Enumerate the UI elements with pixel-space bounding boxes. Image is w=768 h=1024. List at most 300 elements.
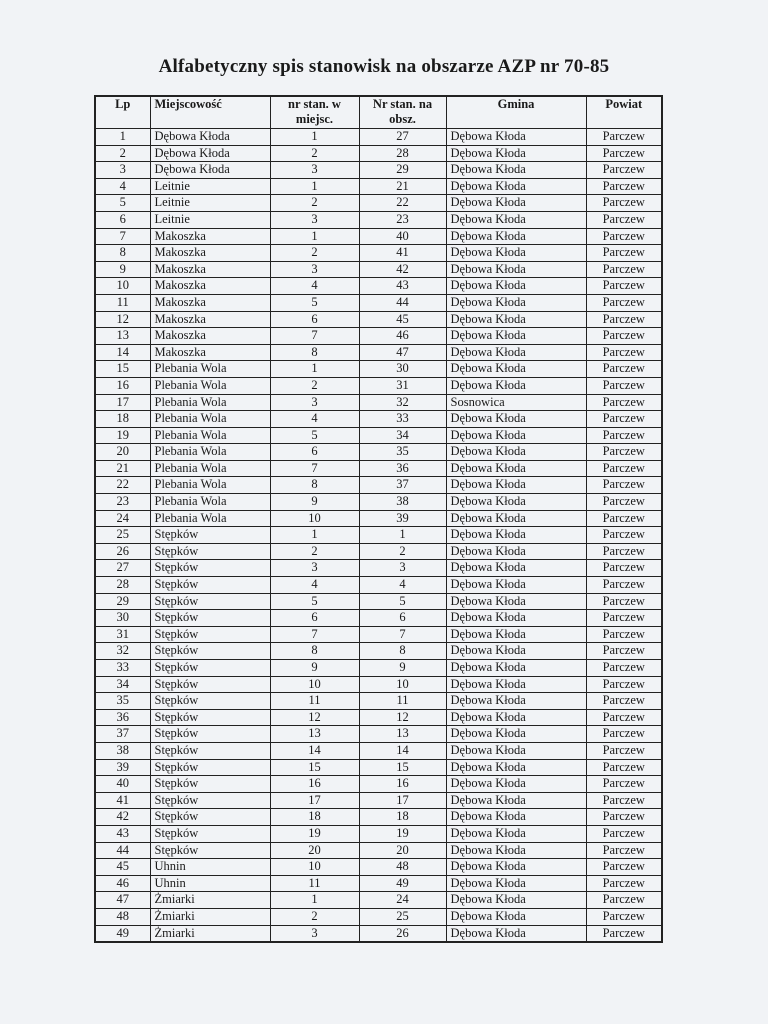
cell-nr-stan-miejsc: 12: [270, 709, 359, 726]
table-row: [95, 494, 662, 511]
cell-gmina: Dębowa Kłoda: [446, 543, 586, 560]
cell-miejscowosc: Uhnin: [150, 859, 270, 876]
cell-nr-stan-obsz: 25: [359, 908, 446, 925]
table-row: [95, 444, 662, 461]
cell-nr-stan-miejsc: 2: [270, 245, 359, 262]
cell-gmina: Dębowa Kłoda: [446, 510, 586, 527]
cell-miejscowosc: Stępków: [150, 626, 270, 643]
table-row: [95, 129, 662, 146]
cell-nr-stan-miejsc: 20: [270, 842, 359, 859]
header-powiat: Powiat: [586, 96, 662, 129]
cell-gmina: Dębowa Kłoda: [446, 427, 586, 444]
cell-nr-stan-miejsc: 1: [270, 361, 359, 378]
cell-lp: 21: [95, 460, 150, 477]
table-body: [95, 129, 662, 943]
cell-powiat: Parczew: [586, 825, 662, 842]
cell-gmina: Dębowa Kłoda: [446, 444, 586, 461]
cell-nr-stan-obsz: 6: [359, 610, 446, 627]
cell-lp: 4: [95, 178, 150, 195]
cell-gmina: Dębowa Kłoda: [446, 195, 586, 212]
cell-powiat: Parczew: [586, 577, 662, 594]
cell-nr-stan-miejsc: 19: [270, 825, 359, 842]
cell-nr-stan-miejsc: 11: [270, 693, 359, 710]
cell-gmina: Dębowa Kłoda: [446, 759, 586, 776]
cell-powiat: Parczew: [586, 660, 662, 677]
cell-nr-stan-miejsc: 3: [270, 394, 359, 411]
cell-nr-stan-obsz: 14: [359, 742, 446, 759]
cell-powiat: Parczew: [586, 245, 662, 262]
cell-gmina: Dębowa Kłoda: [446, 925, 586, 942]
cell-powiat: Parczew: [586, 742, 662, 759]
cell-miejscowosc: Stępków: [150, 792, 270, 809]
cell-miejscowosc: Plebania Wola: [150, 361, 270, 378]
cell-miejscowosc: Stępków: [150, 660, 270, 677]
cell-nr-stan-obsz: 2: [359, 543, 446, 560]
cell-gmina: Dębowa Kłoda: [446, 593, 586, 610]
table-row: [95, 162, 662, 179]
cell-powiat: Parczew: [586, 394, 662, 411]
table-row: [95, 908, 662, 925]
cell-nr-stan-miejsc: 2: [270, 908, 359, 925]
cell-nr-stan-obsz: 31: [359, 377, 446, 394]
cell-gmina: Dębowa Kłoda: [446, 344, 586, 361]
cell-nr-stan-obsz: 8: [359, 643, 446, 660]
cell-miejscowosc: Stępków: [150, 593, 270, 610]
cell-miejscowosc: Stępków: [150, 825, 270, 842]
table-row: [95, 311, 662, 328]
cell-powiat: Parczew: [586, 527, 662, 544]
cell-gmina: Dębowa Kłoda: [446, 693, 586, 710]
cell-miejscowosc: Plebania Wola: [150, 494, 270, 511]
cell-lp: 36: [95, 709, 150, 726]
cell-lp: 5: [95, 195, 150, 212]
cell-powiat: Parczew: [586, 908, 662, 925]
cell-nr-stan-miejsc: 3: [270, 261, 359, 278]
cell-miejscowosc: Żmiarki: [150, 925, 270, 942]
cell-nr-stan-miejsc: 5: [270, 294, 359, 311]
table-row: [95, 809, 662, 826]
table-row: [95, 377, 662, 394]
cell-lp: 24: [95, 510, 150, 527]
cell-gmina: Dębowa Kłoda: [446, 726, 586, 743]
table-row: [95, 228, 662, 245]
cell-lp: 38: [95, 742, 150, 759]
cell-gmina: Dębowa Kłoda: [446, 742, 586, 759]
cell-powiat: Parczew: [586, 859, 662, 876]
cell-powiat: Parczew: [586, 211, 662, 228]
cell-nr-stan-miejsc: 7: [270, 460, 359, 477]
cell-lp: 46: [95, 875, 150, 892]
cell-powiat: Parczew: [586, 892, 662, 909]
cell-nr-stan-miejsc: 4: [270, 577, 359, 594]
table-row: [95, 610, 662, 627]
cell-gmina: Dębowa Kłoda: [446, 660, 586, 677]
cell-nr-stan-miejsc: 4: [270, 411, 359, 428]
cell-miejscowosc: Makoszka: [150, 278, 270, 295]
cell-nr-stan-obsz: 7: [359, 626, 446, 643]
cell-miejscowosc: Makoszka: [150, 311, 270, 328]
table-row: [95, 510, 662, 527]
cell-nr-stan-obsz: 15: [359, 759, 446, 776]
cell-lp: 33: [95, 660, 150, 677]
cell-nr-stan-miejsc: 10: [270, 510, 359, 527]
cell-miejscowosc: Plebania Wola: [150, 444, 270, 461]
table-row: [95, 427, 662, 444]
cell-nr-stan-miejsc: 5: [270, 427, 359, 444]
cell-lp: 14: [95, 344, 150, 361]
cell-nr-stan-miejsc: 10: [270, 676, 359, 693]
cell-nr-stan-obsz: 42: [359, 261, 446, 278]
cell-lp: 29: [95, 593, 150, 610]
table-row: [95, 245, 662, 262]
cell-miejscowosc: Stępków: [150, 676, 270, 693]
cell-nr-stan-obsz: 32: [359, 394, 446, 411]
cell-miejscowosc: Stępków: [150, 842, 270, 859]
cell-miejscowosc: Żmiarki: [150, 892, 270, 909]
cell-lp: 43: [95, 825, 150, 842]
cell-lp: 34: [95, 676, 150, 693]
cell-gmina: Dębowa Kłoda: [446, 278, 586, 295]
cell-gmina: Dębowa Kłoda: [446, 477, 586, 494]
cell-powiat: Parczew: [586, 560, 662, 577]
cell-nr-stan-obsz: 20: [359, 842, 446, 859]
cell-nr-stan-miejsc: 14: [270, 742, 359, 759]
cell-lp: 7: [95, 228, 150, 245]
cell-nr-stan-obsz: 23: [359, 211, 446, 228]
cell-lp: 16: [95, 377, 150, 394]
cell-nr-stan-miejsc: 1: [270, 892, 359, 909]
cell-lp: 49: [95, 925, 150, 942]
cell-gmina: Dębowa Kłoda: [446, 908, 586, 925]
cell-miejscowosc: Żmiarki: [150, 908, 270, 925]
cell-powiat: Parczew: [586, 278, 662, 295]
table-row: [95, 394, 662, 411]
cell-nr-stan-obsz: 18: [359, 809, 446, 826]
table-row: [95, 892, 662, 909]
cell-powiat: Parczew: [586, 643, 662, 660]
cell-powiat: Parczew: [586, 444, 662, 461]
cell-nr-stan-miejsc: 6: [270, 311, 359, 328]
cell-gmina: Dębowa Kłoda: [446, 261, 586, 278]
cell-lp: 2: [95, 145, 150, 162]
cell-miejscowosc: Stępków: [150, 527, 270, 544]
document-title: Alfabetyczny spis stanowisk na obszarze AZP nr 70-85: [158, 56, 610, 77]
table-row: [95, 776, 662, 793]
cell-miejscowosc: Leitnie: [150, 211, 270, 228]
cell-nr-stan-miejsc: 1: [270, 527, 359, 544]
cell-nr-stan-obsz: 34: [359, 427, 446, 444]
cell-miejscowosc: Plebania Wola: [150, 411, 270, 428]
cell-gmina: Dębowa Kłoda: [446, 294, 586, 311]
cell-nr-stan-miejsc: 3: [270, 211, 359, 228]
table-row: [95, 842, 662, 859]
cell-miejscowosc: Leitnie: [150, 195, 270, 212]
cell-lp: 19: [95, 427, 150, 444]
cell-powiat: Parczew: [586, 427, 662, 444]
cell-lp: 47: [95, 892, 150, 909]
cell-nr-stan-obsz: 10: [359, 676, 446, 693]
cell-nr-stan-obsz: 24: [359, 892, 446, 909]
cell-gmina: Dębowa Kłoda: [446, 809, 586, 826]
cell-miejscowosc: Stępków: [150, 809, 270, 826]
cell-gmina: Dębowa Kłoda: [446, 527, 586, 544]
cell-powiat: Parczew: [586, 676, 662, 693]
cell-miejscowosc: Stępków: [150, 776, 270, 793]
cell-powiat: Parczew: [586, 261, 662, 278]
table-row: [95, 792, 662, 809]
cell-powiat: Parczew: [586, 162, 662, 179]
cell-gmina: Dębowa Kłoda: [446, 610, 586, 627]
cell-lp: 18: [95, 411, 150, 428]
cell-lp: 48: [95, 908, 150, 925]
cell-gmina: Dębowa Kłoda: [446, 875, 586, 892]
table-row: [95, 477, 662, 494]
cell-powiat: Parczew: [586, 460, 662, 477]
cell-gmina: Dębowa Kłoda: [446, 145, 586, 162]
cell-nr-stan-miejsc: 4: [270, 278, 359, 295]
cell-powiat: Parczew: [586, 145, 662, 162]
cell-nr-stan-miejsc: 3: [270, 925, 359, 942]
cell-miejscowosc: Plebania Wola: [150, 427, 270, 444]
cell-miejscowosc: Stępków: [150, 643, 270, 660]
cell-lp: 15: [95, 361, 150, 378]
cell-gmina: Dębowa Kłoda: [446, 859, 586, 876]
cell-lp: 1: [95, 129, 150, 146]
cell-nr-stan-miejsc: 1: [270, 228, 359, 245]
cell-nr-stan-obsz: 26: [359, 925, 446, 942]
cell-lp: 32: [95, 643, 150, 660]
table-row: [95, 460, 662, 477]
cell-lp: 23: [95, 494, 150, 511]
cell-gmina: Dębowa Kłoda: [446, 328, 586, 345]
cell-nr-stan-obsz: 4: [359, 577, 446, 594]
cell-nr-stan-obsz: 28: [359, 145, 446, 162]
table-row: [95, 344, 662, 361]
cell-powiat: Parczew: [586, 792, 662, 809]
cell-nr-stan-obsz: 5: [359, 593, 446, 610]
cell-lp: 20: [95, 444, 150, 461]
cell-gmina: Dębowa Kłoda: [446, 411, 586, 428]
cell-nr-stan-obsz: 11: [359, 693, 446, 710]
cell-gmina: Dębowa Kłoda: [446, 129, 586, 146]
cell-powiat: Parczew: [586, 593, 662, 610]
cell-powiat: Parczew: [586, 361, 662, 378]
cell-lp: 26: [95, 543, 150, 560]
cell-lp: 12: [95, 311, 150, 328]
table-row: [95, 527, 662, 544]
cell-nr-stan-miejsc: 2: [270, 195, 359, 212]
cell-nr-stan-miejsc: 2: [270, 543, 359, 560]
table-row: [95, 676, 662, 693]
cell-powiat: Parczew: [586, 311, 662, 328]
cell-powiat: Parczew: [586, 178, 662, 195]
cell-miejscowosc: Stępków: [150, 709, 270, 726]
cell-powiat: Parczew: [586, 543, 662, 560]
cell-lp: 28: [95, 577, 150, 594]
table-row: [95, 643, 662, 660]
cell-lp: 17: [95, 394, 150, 411]
cell-gmina: Dębowa Kłoda: [446, 228, 586, 245]
table-row: [95, 361, 662, 378]
table-row: [95, 626, 662, 643]
cell-miejscowosc: Stępków: [150, 543, 270, 560]
cell-nr-stan-obsz: 41: [359, 245, 446, 262]
cell-nr-stan-obsz: 48: [359, 859, 446, 876]
cell-nr-stan-miejsc: 9: [270, 494, 359, 511]
cell-nr-stan-obsz: 13: [359, 726, 446, 743]
cell-nr-stan-miejsc: 3: [270, 560, 359, 577]
cell-gmina: Dębowa Kłoda: [446, 643, 586, 660]
cell-miejscowosc: Makoszka: [150, 344, 270, 361]
cell-powiat: Parczew: [586, 610, 662, 627]
cell-lp: 9: [95, 261, 150, 278]
cell-nr-stan-obsz: 45: [359, 311, 446, 328]
cell-nr-stan-obsz: 47: [359, 344, 446, 361]
cell-nr-stan-miejsc: 3: [270, 162, 359, 179]
table-row: [95, 211, 662, 228]
cell-nr-stan-miejsc: 10: [270, 859, 359, 876]
cell-powiat: Parczew: [586, 842, 662, 859]
cell-miejscowosc: Makoszka: [150, 245, 270, 262]
cell-nr-stan-obsz: 36: [359, 460, 446, 477]
table-row: [95, 543, 662, 560]
cell-powiat: Parczew: [586, 411, 662, 428]
table-row: [95, 726, 662, 743]
cell-nr-stan-miejsc: 18: [270, 809, 359, 826]
cell-gmina: Dębowa Kłoda: [446, 560, 586, 577]
cell-miejscowosc: Leitnie: [150, 178, 270, 195]
cell-nr-stan-miejsc: 6: [270, 444, 359, 461]
cell-gmina: Dębowa Kłoda: [446, 577, 586, 594]
cell-miejscowosc: Stępków: [150, 577, 270, 594]
cell-powiat: Parczew: [586, 626, 662, 643]
cell-miejscowosc: Makoszka: [150, 261, 270, 278]
cell-nr-stan-miejsc: 1: [270, 129, 359, 146]
cell-nr-stan-obsz: 29: [359, 162, 446, 179]
cell-nr-stan-obsz: 3: [359, 560, 446, 577]
cell-lp: 40: [95, 776, 150, 793]
header-lp: Lp: [95, 96, 150, 129]
cell-miejscowosc: Makoszka: [150, 294, 270, 311]
cell-nr-stan-obsz: 37: [359, 477, 446, 494]
cell-powiat: Parczew: [586, 129, 662, 146]
cell-lp: 42: [95, 809, 150, 826]
cell-nr-stan-miejsc: 8: [270, 643, 359, 660]
table-row: [95, 278, 662, 295]
table-row: [95, 709, 662, 726]
table-row: [95, 742, 662, 759]
cell-miejscowosc: Dębowa Kłoda: [150, 129, 270, 146]
cell-miejscowosc: Stępków: [150, 560, 270, 577]
cell-nr-stan-obsz: 33: [359, 411, 446, 428]
cell-gmina: Dębowa Kłoda: [446, 825, 586, 842]
cell-powiat: Parczew: [586, 195, 662, 212]
cell-gmina: Dębowa Kłoda: [446, 792, 586, 809]
cell-lp: 10: [95, 278, 150, 295]
cell-nr-stan-obsz: 30: [359, 361, 446, 378]
table-row: [95, 859, 662, 876]
cell-nr-stan-miejsc: 17: [270, 792, 359, 809]
cell-lp: 30: [95, 610, 150, 627]
cell-nr-stan-obsz: 9: [359, 660, 446, 677]
cell-gmina: Dębowa Kłoda: [446, 460, 586, 477]
cell-nr-stan-obsz: 39: [359, 510, 446, 527]
header-gmina: Gmina: [446, 96, 586, 129]
table-row: [95, 875, 662, 892]
cell-miejscowosc: Stępków: [150, 726, 270, 743]
header-nr-stan-miejsc: nr stan. w miejsc.: [270, 96, 359, 129]
table-row: [95, 294, 662, 311]
table-row: [95, 560, 662, 577]
cell-powiat: Parczew: [586, 925, 662, 942]
cell-miejscowosc: Uhnin: [150, 875, 270, 892]
cell-powiat: Parczew: [586, 344, 662, 361]
cell-powiat: Parczew: [586, 875, 662, 892]
table-row: [95, 693, 662, 710]
cell-gmina: Dębowa Kłoda: [446, 377, 586, 394]
cell-nr-stan-miejsc: 2: [270, 145, 359, 162]
cell-nr-stan-obsz: 35: [359, 444, 446, 461]
cell-miejscowosc: Plebania Wola: [150, 377, 270, 394]
cell-lp: 35: [95, 693, 150, 710]
cell-gmina: Dębowa Kłoda: [446, 311, 586, 328]
table-row: [95, 178, 662, 195]
cell-gmina: Dębowa Kłoda: [446, 494, 586, 511]
cell-lp: 39: [95, 759, 150, 776]
cell-gmina: Dębowa Kłoda: [446, 162, 586, 179]
cell-powiat: Parczew: [586, 328, 662, 345]
cell-gmina: Dębowa Kłoda: [446, 361, 586, 378]
cell-miejscowosc: Stępków: [150, 693, 270, 710]
cell-lp: 45: [95, 859, 150, 876]
cell-powiat: Parczew: [586, 510, 662, 527]
cell-lp: 27: [95, 560, 150, 577]
cell-nr-stan-miejsc: 2: [270, 377, 359, 394]
cell-nr-stan-obsz: 44: [359, 294, 446, 311]
table-header-row: [95, 96, 662, 129]
cell-gmina: Dębowa Kłoda: [446, 626, 586, 643]
cell-nr-stan-miejsc: 8: [270, 344, 359, 361]
cell-nr-stan-miejsc: 5: [270, 593, 359, 610]
cell-gmina: Dębowa Kłoda: [446, 211, 586, 228]
cell-gmina: Dębowa Kłoda: [446, 676, 586, 693]
table-row: [95, 759, 662, 776]
cell-lp: 8: [95, 245, 150, 262]
cell-nr-stan-miejsc: 11: [270, 875, 359, 892]
table-row: [95, 593, 662, 610]
table-row: [95, 411, 662, 428]
cell-nr-stan-obsz: 40: [359, 228, 446, 245]
table-row: [95, 925, 662, 942]
cell-lp: 25: [95, 527, 150, 544]
cell-nr-stan-obsz: 27: [359, 129, 446, 146]
cell-miejscowosc: Plebania Wola: [150, 510, 270, 527]
cell-nr-stan-miejsc: 1: [270, 178, 359, 195]
header-nr-stan-obsz: Nr stan. na obsz.: [359, 96, 446, 129]
cell-powiat: Parczew: [586, 294, 662, 311]
cell-powiat: Parczew: [586, 693, 662, 710]
table-row: [95, 328, 662, 345]
cell-nr-stan-obsz: 38: [359, 494, 446, 511]
cell-nr-stan-miejsc: 7: [270, 626, 359, 643]
cell-nr-stan-miejsc: 13: [270, 726, 359, 743]
cell-gmina: Dębowa Kłoda: [446, 776, 586, 793]
cell-powiat: Parczew: [586, 776, 662, 793]
cell-gmina: Dębowa Kłoda: [446, 842, 586, 859]
cell-lp: 6: [95, 211, 150, 228]
table-row: [95, 261, 662, 278]
table-row: [95, 577, 662, 594]
